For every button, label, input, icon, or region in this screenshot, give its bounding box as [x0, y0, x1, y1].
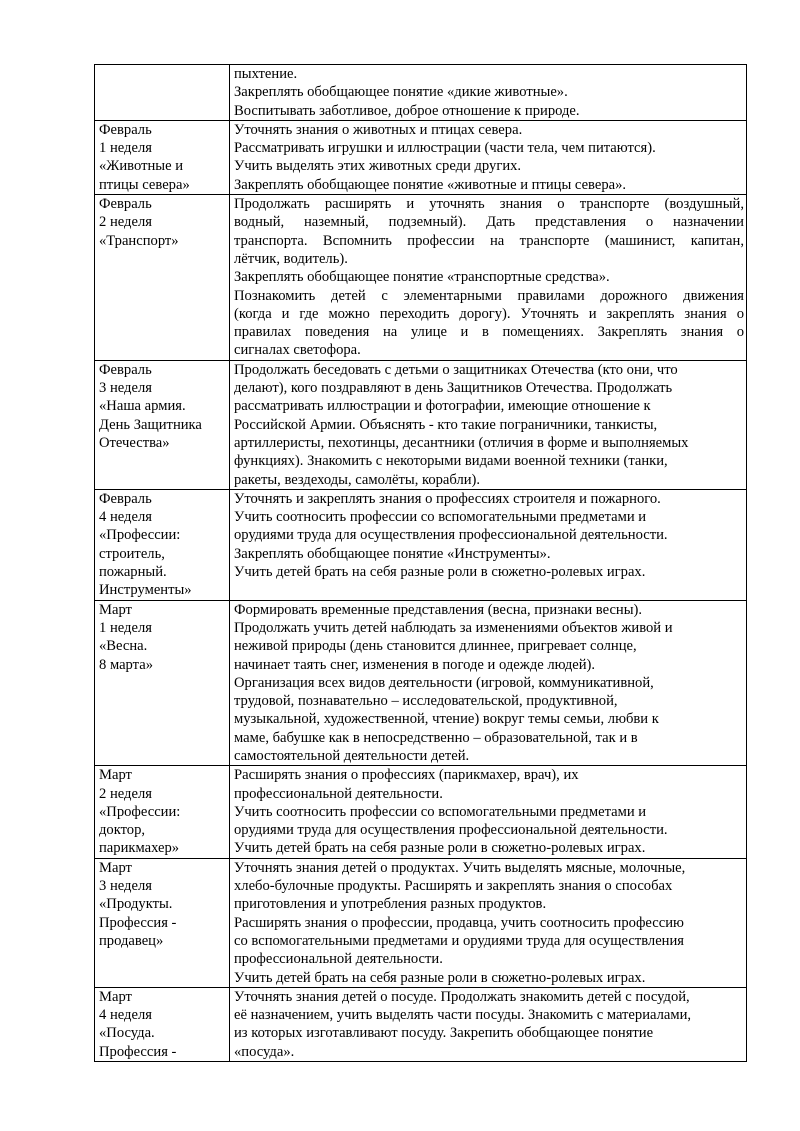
period-line: 4 неделя: [99, 509, 152, 526]
content-line: Формировать временные представления (весна, признаки весны).: [234, 601, 643, 618]
content-line: Уточнять знания детей о посуде. Продолжать знакомить детей с посудой,: [234, 988, 690, 1005]
period-line: парикмахер»: [99, 840, 180, 857]
content-line: Познакомить детей с элементарными правилами дорожного движения: [234, 287, 744, 304]
content-line: Учить детей брать на себя разные роли в сюжетно-ролевых играх.: [234, 969, 646, 986]
period-line: Март: [99, 767, 132, 784]
content-line: Российской Армии. Объяснять - кто такие пограничники, танкисты,: [234, 416, 658, 433]
period-line: «Наша армия.: [99, 398, 186, 415]
content-line: со вспомогательными предметами и орудиями труда для осуществления: [234, 932, 685, 949]
period-line: 3 неделя: [99, 380, 152, 397]
period-line: «Профессии:: [99, 527, 181, 544]
period-cell: [95, 858, 230, 987]
plan-row: [95, 987, 747, 1061]
content-line: орудиями труда для осуществления профессиональной деятельности.: [234, 527, 668, 544]
period-line: «Весна.: [99, 638, 148, 655]
content-line: Расширять знания о профессиях (парикмахер, врач), их: [234, 767, 579, 784]
content-line: неживой природы (день становится длиннее, пригревает солнце,: [234, 638, 637, 655]
content-line: сигналах светофора.: [234, 342, 361, 359]
period-line: пожарный.: [99, 564, 167, 581]
content-line: Закреплять обобщающее понятие «транспортные средства».: [234, 269, 610, 286]
period-line: «Животные и: [99, 158, 184, 175]
period-cell: [95, 987, 230, 1061]
content-line: правилах поведения на улице и в помещениях. Закреплять знания о: [234, 324, 744, 341]
period-line: Профессия -: [99, 914, 177, 931]
content-line: Закреплять обобщающее понятие «животные и птицы севера».: [234, 176, 627, 193]
period-line: Инструменты»: [99, 582, 192, 599]
plan-row: [95, 360, 747, 489]
plan-row: [95, 195, 747, 361]
period-line: Отечества»: [99, 434, 170, 451]
period-line: 3 неделя: [99, 878, 152, 895]
period-line: Профессия -: [99, 1043, 177, 1060]
content-cell: [230, 489, 747, 600]
content-line: «посуда».: [234, 1043, 295, 1060]
lesson-plan-table: [94, 64, 747, 1062]
content-line: лётчик, водитель).: [234, 250, 348, 267]
period-line: «Посуда.: [99, 1025, 155, 1042]
content-line: Продолжать расширять и уточнять знания о транспорте (воздушный,: [234, 196, 744, 213]
content-line: делают), кого поздравляют в день Защитников Отечества. Продолжать: [234, 380, 673, 397]
period-line: «Транспорт»: [99, 232, 179, 249]
period-cell: [95, 489, 230, 600]
period-line: «Профессии:: [99, 803, 181, 820]
period-cell: [95, 195, 230, 361]
content-line: Уточнять знания детей о продуктах. Учить выделять мясные, молочные,: [234, 859, 686, 876]
content-line: из которых изготавливают посуду. Закрепить обобщающее понятие: [234, 1025, 654, 1042]
content-line: начинает таять снег, изменения в погоде и одежде людей).: [234, 656, 596, 673]
content-line: Продолжать учить детей наблюдать за изменениями объектов живой и: [234, 619, 673, 636]
period-line: Февраль: [99, 121, 152, 138]
content-line: ракеты, вездеходы, самолёты, корабли).: [234, 471, 481, 488]
content-cell: [230, 766, 747, 858]
content-line: Продолжать беседовать с детьми о защитниках Отечества (кто они, что: [234, 361, 678, 378]
period-line: 1 неделя: [99, 619, 152, 636]
content-line: приготовления и употребления разных продуктов.: [234, 896, 547, 913]
period-line: День Защитника: [99, 416, 202, 433]
plan-row: [95, 489, 747, 600]
period-cell: [95, 120, 230, 194]
content-line: транспорта. Вспомнить профессии на транспорте (машинист, капитан,: [234, 232, 744, 249]
period-line: Март: [99, 988, 132, 1005]
period-line: 4 неделя: [99, 1007, 152, 1024]
period-line: 8 марта»: [99, 656, 153, 673]
plan-row: [95, 858, 747, 987]
period-line: 2 неделя: [99, 785, 152, 802]
content-line: самостоятельной деятельности детей.: [234, 747, 470, 764]
content-line: Рассматривать игрушки и иллюстрации (части тела, чем питаются).: [234, 140, 656, 157]
content-line: маме, бабушке как в непосредственно – образовательной, так и в: [234, 729, 638, 746]
content-line: Воспитывать заботливое, доброе отношение к природе.: [234, 102, 580, 119]
period-line: Февраль: [99, 361, 152, 378]
period-line: «Продукты.: [99, 896, 173, 913]
content-line: профессиональной деятельности.: [234, 951, 443, 968]
content-cell: [230, 987, 747, 1061]
content-cell: [230, 600, 747, 766]
plan-row: [95, 65, 747, 121]
content-line: (когда и где можно переходить дорогу). Уточнять и закреплять знания о: [234, 305, 744, 322]
content-line: Учить соотносить профессии со вспомогательными предметами и: [234, 509, 647, 526]
period-line: 2 неделя: [99, 214, 152, 231]
plan-row: [95, 120, 747, 194]
content-line: рассматривать иллюстрации и фотографии, имеющие отношение к: [234, 398, 651, 415]
period-line: 1 неделя: [99, 140, 152, 157]
content-line: её назначением, учить выделять части посуды. Знакомить с материалами,: [234, 1007, 692, 1024]
content-line: трудовой, познавательно – исследовательской, продуктивной,: [234, 693, 618, 710]
period-line: Февраль: [99, 196, 152, 213]
content-line: Закреплять обобщающее понятие «дикие животные».: [234, 84, 568, 101]
content-line: пыхтение.: [234, 66, 298, 82]
period-cell: [95, 65, 230, 121]
content-line: Учить детей брать на себя разные роли в сюжетно-ролевых играх.: [234, 564, 646, 581]
period-cell: [95, 600, 230, 766]
period-line: строитель,: [99, 545, 165, 562]
period-line: Февраль: [99, 490, 152, 507]
content-cell: [230, 858, 747, 987]
lesson-plan-table-body: [95, 65, 747, 1062]
content-cell: [230, 120, 747, 194]
period-line: продавец»: [99, 932, 164, 949]
content-line: водный, наземный, подземный). Дать представления о назначении: [234, 214, 744, 231]
content-line: профессиональной деятельности.: [234, 785, 443, 802]
content-line: Учить детей брать на себя разные роли в сюжетно-ролевых играх.: [234, 840, 646, 857]
content-cell: [230, 360, 747, 489]
period-line: Март: [99, 601, 132, 618]
content-line: Расширять знания о профессии, продавца, учить соотносить профессию: [234, 914, 684, 931]
content-line: Учить выделять этих животных среди других.: [234, 158, 522, 175]
content-cell: [230, 65, 747, 121]
content-line: артиллеристы, пехотинцы, десантники (отличия в форме и выполняемых: [234, 434, 689, 451]
period-line: Март: [99, 859, 132, 876]
content-line: орудиями труда для осуществления профессиональной деятельности.: [234, 822, 668, 839]
content-line: Уточнять и закреплять знания о профессиях строителя и пожарного.: [234, 490, 661, 507]
content-line: Уточнять знания о животных и птицах севера.: [234, 121, 523, 138]
content-line: хлебо-булочные продукты. Расширять и закреплять знания о способах: [234, 878, 673, 895]
period-line: птицы севера»: [99, 176, 190, 193]
plan-row: [95, 766, 747, 858]
period-cell: [95, 360, 230, 489]
content-line: Организация всех видов деятельности (игровой, коммуникативной,: [234, 674, 654, 691]
content-line: функциях). Знакомить с некоторыми видами военной техники (танки,: [234, 453, 668, 470]
content-line: Учить соотносить профессии со вспомогательными предметами и: [234, 803, 647, 820]
content-line: музыкальной, художественной, чтение) вокруг темы семьи, любви к: [234, 711, 659, 728]
period-cell: [95, 766, 230, 858]
content-cell: [230, 195, 747, 361]
content-line: Закреплять обобщающее понятие «Инструменты».: [234, 545, 551, 562]
plan-row: [95, 600, 747, 766]
period-line: доктор,: [99, 822, 146, 839]
document-page: [94, 64, 747, 1062]
